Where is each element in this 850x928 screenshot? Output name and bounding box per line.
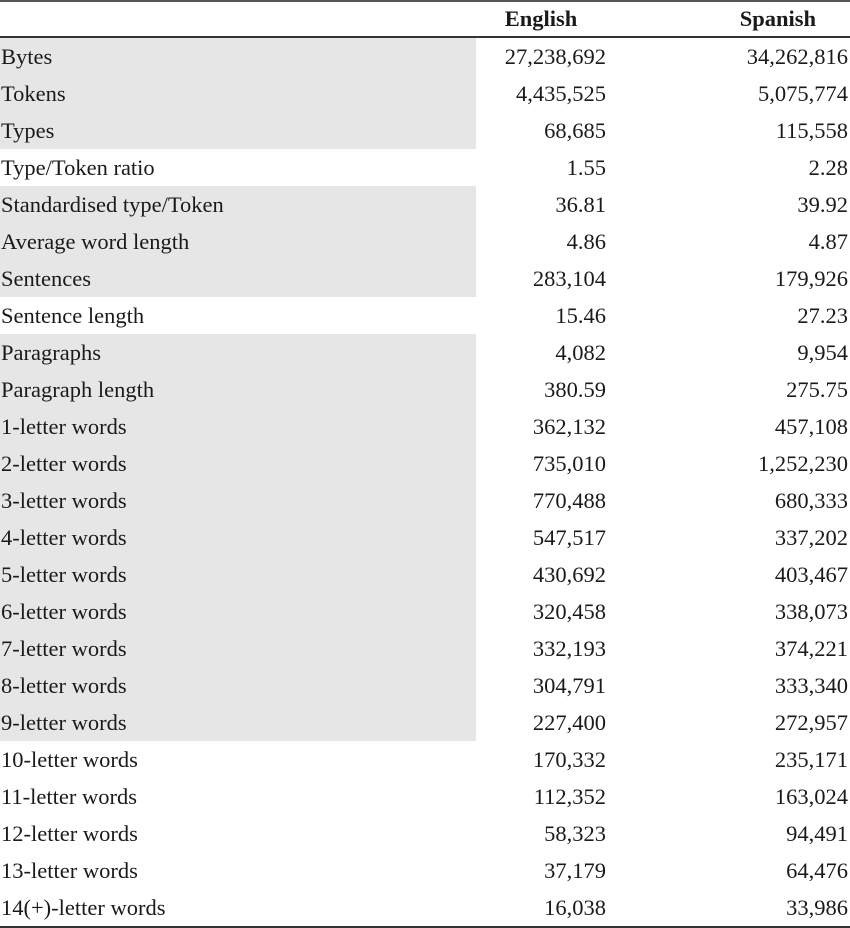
spanish-value: 374,221: [774, 635, 848, 661]
english-value: 547,517: [532, 524, 606, 550]
table-row: [0, 260, 850, 297]
spanish-value: 4.87: [808, 228, 848, 254]
english-value: 320,458: [532, 598, 606, 624]
row-label: 5-letter words: [0, 556, 476, 593]
spanish-value: 1,252,230: [758, 450, 848, 476]
english-value: 770,488: [532, 487, 606, 513]
english-value: 58,323: [544, 820, 606, 846]
table-row: [0, 667, 850, 704]
row-label: 13-letter words: [1, 857, 138, 883]
row-label: 11-letter words: [1, 783, 137, 809]
spanish-value: 275.75: [786, 376, 848, 402]
english-value: 283,104: [532, 265, 606, 291]
spanish-value: 337,202: [774, 524, 848, 550]
spanish-value: 272,957: [774, 709, 848, 735]
table-row: [0, 593, 850, 630]
english-value: 362,132: [532, 413, 606, 439]
english-value: 332,193: [532, 635, 606, 661]
table-row: [0, 482, 850, 519]
row-label: 10-letter words: [1, 746, 138, 772]
spanish-value: 115,558: [775, 117, 848, 143]
row-label: 7-letter words: [0, 630, 476, 667]
table-row: [0, 445, 850, 482]
spanish-value: 333,340: [774, 672, 848, 698]
table-row: [0, 334, 850, 371]
row-label: Types: [0, 112, 476, 149]
table-row: [0, 630, 850, 667]
english-value: 15.46: [555, 302, 606, 328]
table-row: [0, 519, 850, 556]
spanish-value: 34,262,816: [746, 43, 848, 69]
table-row: [0, 889, 850, 927]
row-label: Type/Token ratio: [1, 154, 155, 180]
row-label: Paragraphs: [0, 334, 476, 371]
spanish-value: 680,333: [774, 487, 848, 513]
row-label: 3-letter words: [0, 482, 476, 519]
spanish-value: 163,024: [774, 783, 848, 809]
row-label: 9-letter words: [0, 704, 476, 741]
spanish-value: 64,476: [786, 857, 848, 883]
table-row: [0, 741, 850, 778]
row-label: Paragraph length: [0, 371, 476, 408]
table-row: [0, 704, 850, 741]
row-label: 6-letter words: [0, 593, 476, 630]
header-label: [0, 1, 476, 37]
english-value: 16,038: [544, 894, 606, 920]
spanish-value: 2.28: [808, 154, 848, 180]
row-label: Sentences: [0, 260, 476, 297]
table-row: [0, 149, 850, 186]
spanish-value: 27.23: [797, 302, 848, 328]
row-label: 12-letter words: [1, 820, 138, 846]
spanish-value: 9,954: [797, 339, 848, 365]
english-value: 112,352: [533, 783, 606, 809]
table-row: [0, 815, 850, 852]
table-row: [0, 75, 850, 112]
english-value: 4.86: [566, 228, 606, 254]
row-label: Sentence length: [1, 302, 145, 328]
spanish-value: 33,986: [786, 894, 848, 920]
row-label: Tokens: [0, 75, 476, 112]
spanish-value: 39.92: [797, 191, 848, 217]
table-body: [0, 37, 850, 927]
row-label: 4-letter words: [0, 519, 476, 556]
table-header-row: [0, 1, 850, 37]
table-row: [0, 37, 850, 75]
table-row: [0, 408, 850, 445]
table-row: [0, 223, 850, 260]
table-row: [0, 112, 850, 149]
spanish-value: 338,073: [774, 598, 848, 624]
spanish-value: 403,467: [774, 561, 848, 587]
spanish-value: 235,171: [774, 746, 848, 772]
row-label: Standardised type/Token: [0, 186, 476, 223]
english-value: 27,238,692: [504, 43, 606, 69]
spanish-value: 179,926: [774, 265, 848, 291]
english-value: 4,082: [555, 339, 606, 365]
english-value: 37,179: [544, 857, 606, 883]
row-label: 14(+)-letter words: [1, 894, 166, 920]
row-label: 8-letter words: [0, 667, 476, 704]
spanish-value: 457,108: [774, 413, 848, 439]
table-row: [0, 852, 850, 889]
spanish-value: 5,075,774: [758, 80, 848, 106]
english-value: 735,010: [532, 450, 606, 476]
spanish-value: 94,491: [786, 820, 848, 846]
header-spanish: Spanish: [739, 6, 816, 31]
table-row: [0, 778, 850, 815]
english-value: 304,791: [532, 672, 606, 698]
english-value: 68,685: [544, 117, 606, 143]
table-row: [0, 186, 850, 223]
english-value: 4,435,525: [516, 80, 606, 106]
english-value: 36.81: [555, 191, 606, 217]
english-value: 380.59: [544, 376, 606, 402]
english-value: 430,692: [532, 561, 606, 587]
row-label: Bytes: [0, 37, 476, 75]
english-value: 1.55: [566, 154, 606, 180]
header-english: English: [504, 6, 578, 31]
row-label: 2-letter words: [0, 445, 476, 482]
row-label: 1-letter words: [0, 408, 476, 445]
table-row: [0, 556, 850, 593]
table-row: [0, 297, 850, 334]
english-value: 227,400: [532, 709, 606, 735]
row-label: Average word length: [0, 223, 476, 260]
table-row: [0, 371, 850, 408]
english-value: 170,332: [532, 746, 606, 772]
